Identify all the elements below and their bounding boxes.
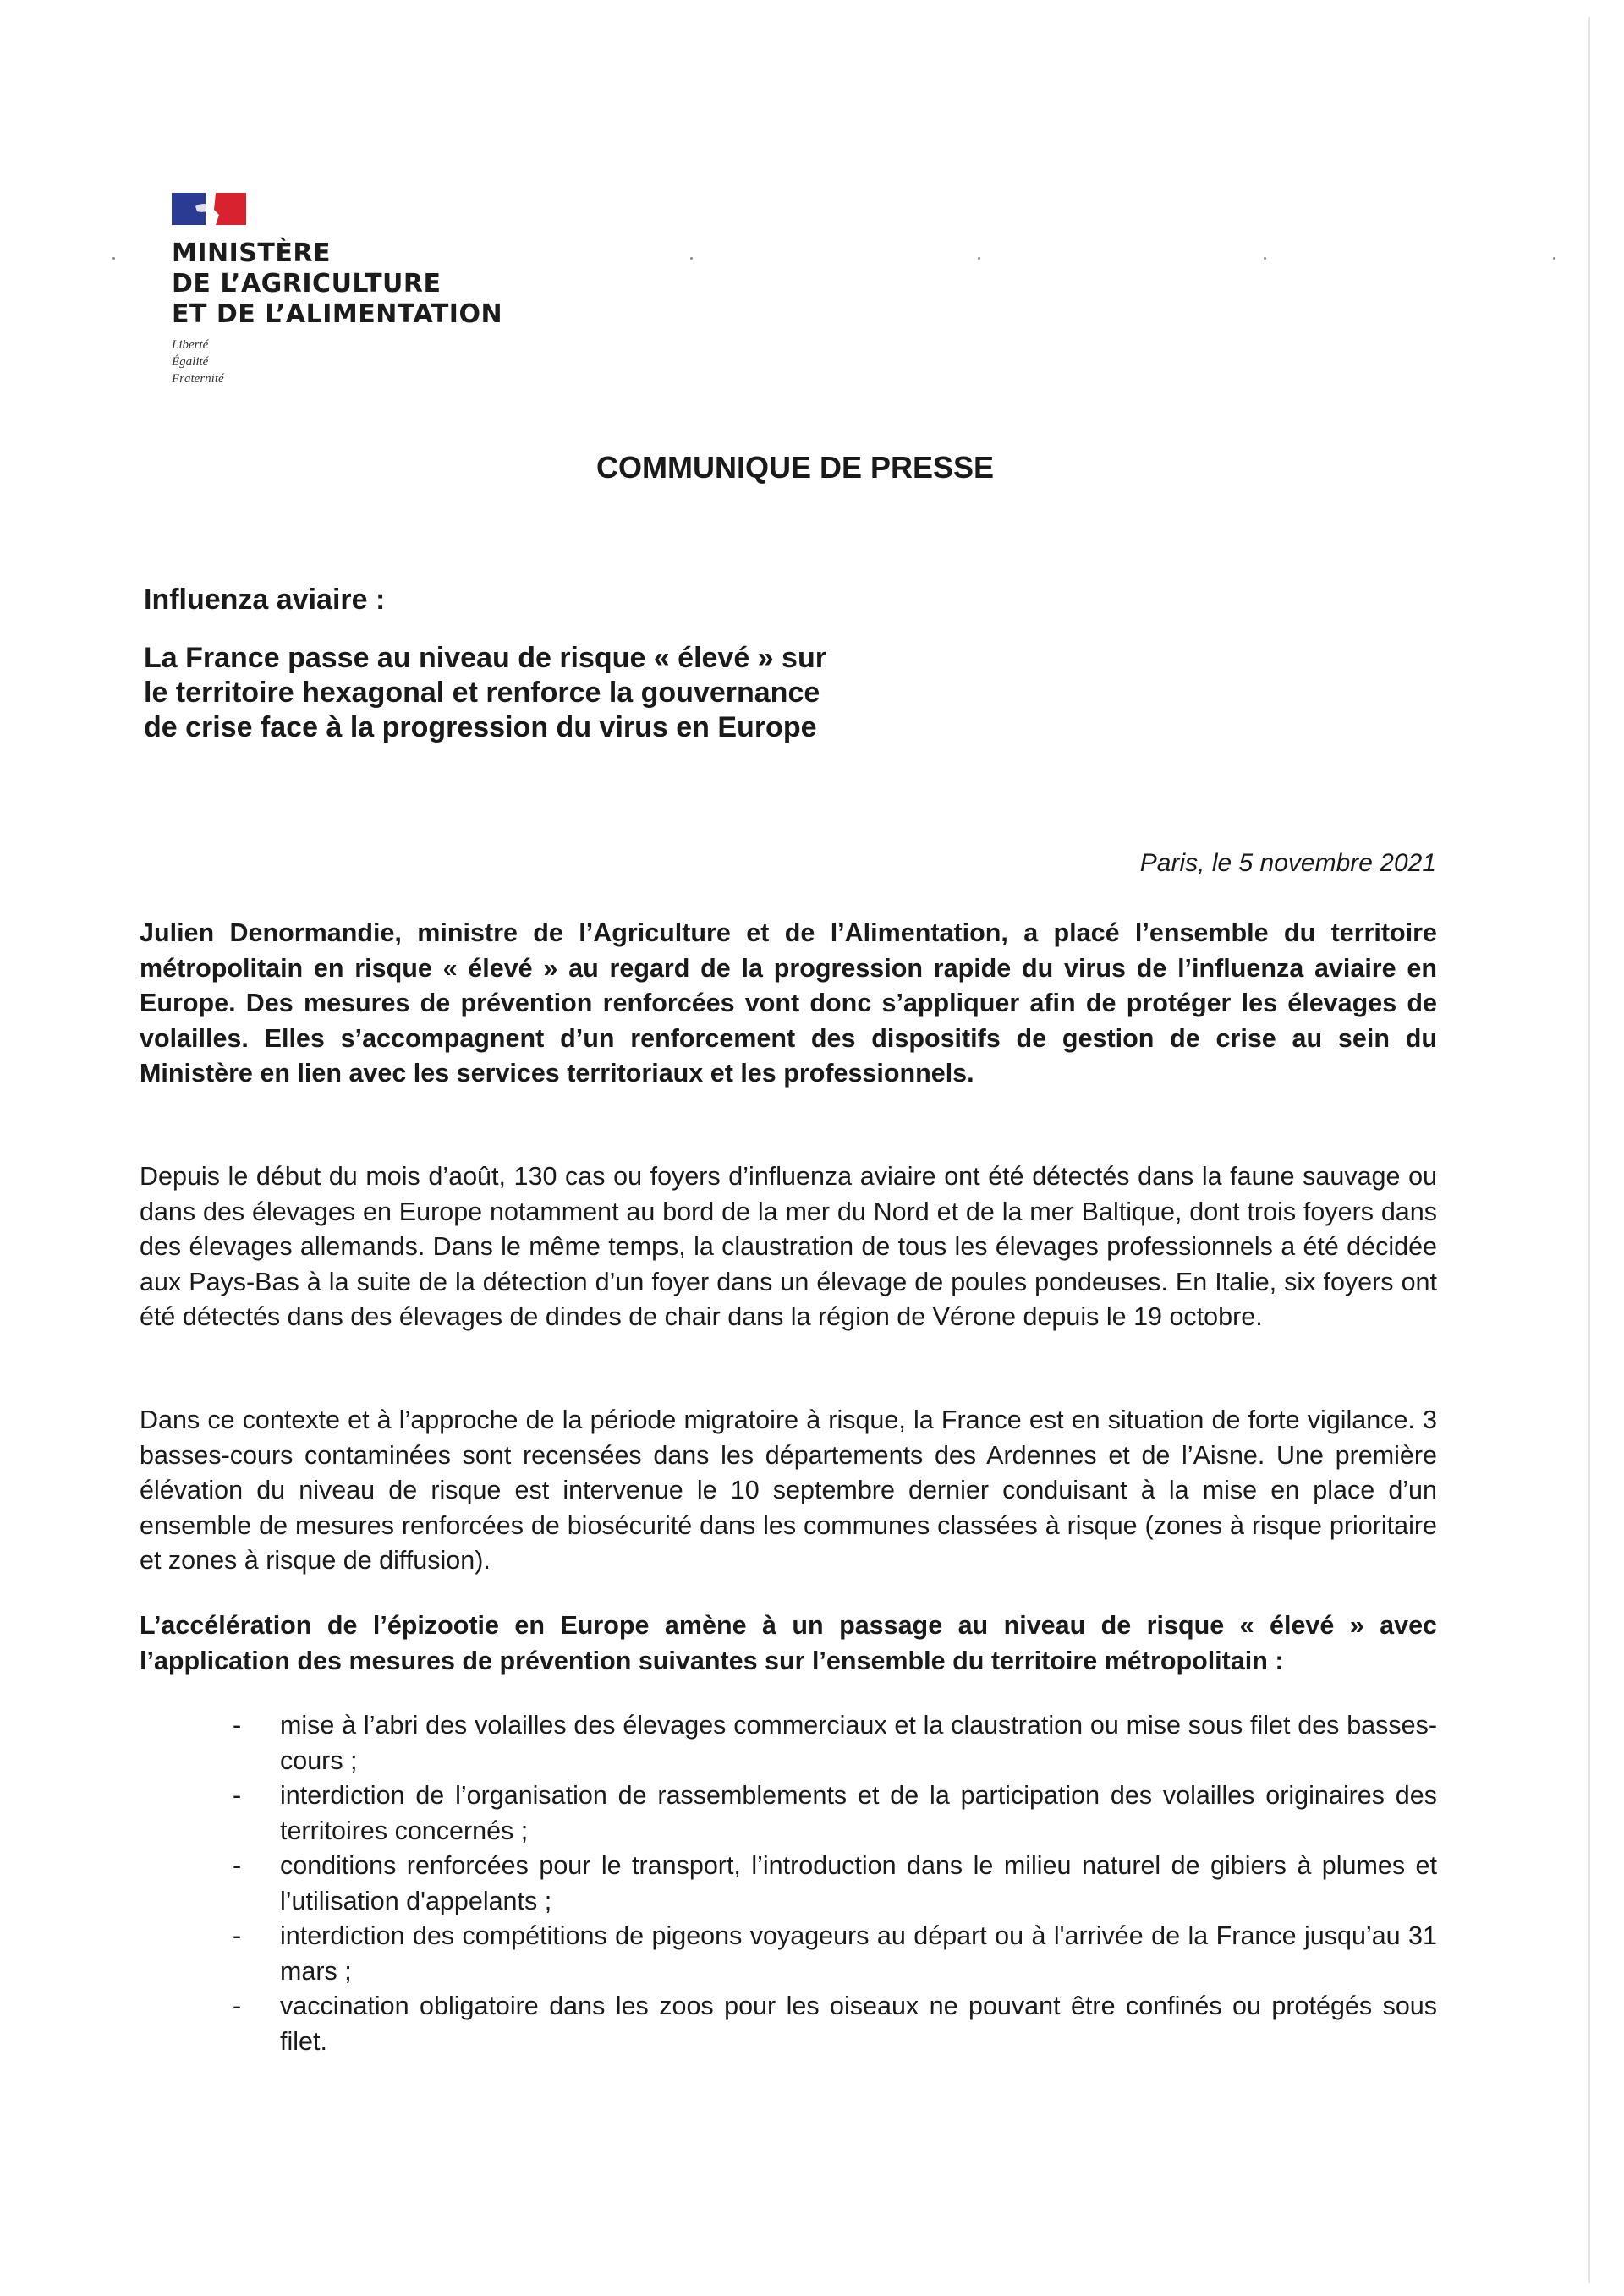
republic-motto: [172, 337, 502, 387]
context-paragraph: Depuis le début du mois d’août, 130 cas ou foyers d’influenza aviaire ont été détectés dans la faune sauvage ou dans des élevages en Europe notamment au bord de la mer du Nord et de la mer Baltique, dont trois foyers dans des élevages allemands. Dans le même temps, la claustration de tous les élevages professionnels a été décidée aux Pays-Bas à la suite de la détection d’un foyer dans un élevage de poules pondeuses. En Italie, six foyers ont été détectés dans des élevages de dindes de chair dans la région de Vérone depuis le 19 octobre.: [140, 1162, 1437, 1331]
scan-speck: [690, 257, 693, 260]
list-item-text: interdiction de l’organisation de rassemblements et de la participation des volailles originaires des territoires concernés ;: [280, 1781, 1437, 1845]
measures-list: [140, 1708, 1437, 2059]
motto-line: Fraternité: [172, 372, 224, 386]
headline-line: La France passe au niveau de risque « élevé » sur: [144, 642, 826, 674]
dateline: Paris, le 5 novembre 2021: [1139, 849, 1436, 877]
headline-line: le territoire hexagonal et renforce la gouvernance: [144, 677, 820, 709]
list-item-text: mise à l’abri des volailles des élevages commerciaux et la claustration ou mise sous filet des basses-cours ;: [280, 1711, 1437, 1775]
list-item: [140, 1708, 1437, 1778]
scan-speck: [1553, 257, 1555, 260]
list-item: [140, 1778, 1437, 1849]
scan-speck: [1264, 257, 1266, 260]
scan-speck: [978, 257, 980, 260]
ministry-name-line: ET DE L’ALIMENTATION: [172, 299, 503, 329]
motto-line: Égalité: [172, 355, 209, 369]
motto-line: Liberté: [172, 338, 209, 352]
bullet-dash: -: [233, 1781, 242, 1810]
bullet-dash: -: [233, 1851, 242, 1880]
scan-edge-line: [1588, 17, 1590, 2283]
subject-kicker: Influenza aviaire :: [144, 584, 386, 616]
bullet-dash: -: [233, 1921, 242, 1950]
ministry-logo: [172, 193, 502, 387]
france-situation-paragraph: Dans ce contexte et à l’approche de la période migratoire à risque, la France est en situation de forte vigilance. 3 basses-cours contaminées sont recensées dans les départements des Ardennes et de l’Aisne. Une première élévation du niveau de risque est intervenue le 10 septembre dernier conduisant à la mise en place d’un ensemble de mesures renforcées de biosécurité dans les communes classées à risque (zones à risque prioritaire et zones à risque de diffusion).: [140, 1406, 1437, 1575]
scan-speck: [112, 257, 115, 260]
bullet-dash: -: [233, 1711, 242, 1740]
headline-line: de crise face à la progression du virus en Europe: [144, 711, 817, 743]
list-item-text: vaccination obligatoire dans les zoos pour les oiseaux ne pouvant être confinés ou protégés sous filet.: [280, 1992, 1437, 2056]
lead-paragraph: Julien Denormandie, ministre de l’Agriculture et de l’Alimentation, a placé l’ensemble du territoire métropolitain en risque « élevé » au regard de la progression rapide du virus de l’influenza aviaire en Europe. Des mesures de prévention renforcées vont donc s’appliquer afin de protéger les élevages de volailles. Elles s’accompagnent d’un renforcement des dispositifs de gestion de crise au sein du Ministère en lien avec les services territoriaux et les professionnels.: [140, 918, 1437, 1088]
list-item-text: conditions renforcées pour le transport, l’introduction dans le milieu naturel de gibiers à plumes et l’utilisation d'appelants ;: [280, 1851, 1437, 1915]
press-release-title: COMMUNIQUE DE PRESSE: [595, 450, 995, 485]
bullet-dash: -: [233, 1992, 242, 2020]
ministry-name: [172, 238, 502, 330]
measures-intro-paragraph: L’accélération de l’épizootie en Europe amène à un passage au niveau de risque « élevé » avec l’application des mesures de prévention suivantes sur l’ensemble du territoire métropolitain :: [140, 1611, 1437, 1675]
list-item: [140, 1919, 1437, 1989]
list-item: [140, 1849, 1437, 1919]
marianne-flag-icon: [172, 193, 246, 225]
ministry-name-line: DE L’AGRICULTURE: [172, 269, 442, 299]
headline: [144, 641, 990, 745]
ministry-name-line: MINISTÈRE: [172, 238, 331, 268]
list-item-text: interdiction des compétitions de pigeons voyageurs au départ ou à l'arrivée de la France jusqu’au 31 mars ;: [280, 1921, 1437, 1986]
list-item: [140, 1989, 1437, 2059]
